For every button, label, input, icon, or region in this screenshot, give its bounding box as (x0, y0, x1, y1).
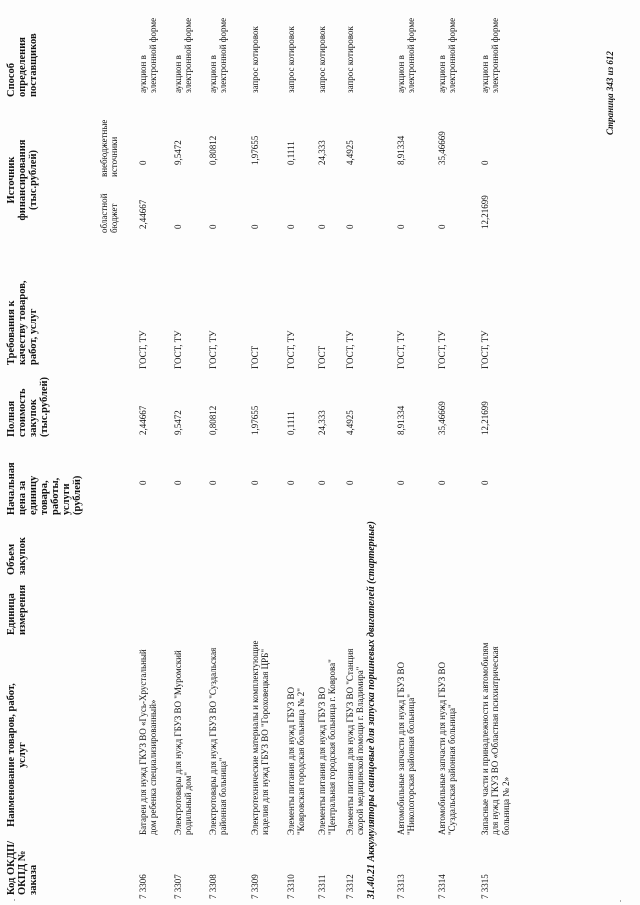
row-source-regional: 2,44667 (138, 199, 148, 229)
row-full-cost: 24,333 (317, 410, 327, 435)
row-start-price: 0 (396, 480, 406, 485)
header-volume: Объем закупок (6, 537, 29, 575)
row-code: 7 3306 (138, 874, 148, 899)
row-source-extra: 0 (480, 160, 490, 165)
scan-speck (14, 899, 15, 901)
row-requirements: ГОСТ, ТУ (208, 330, 218, 369)
row-source-extra: 0,80812 (208, 135, 218, 165)
row-start-price: 0 (286, 480, 296, 485)
row-start-price: 0 (138, 480, 148, 485)
header-full-cost: Полная стоимость закупок (тыс.рублей) (6, 376, 51, 437)
page-footer: Страница 343 из 612 (605, 51, 615, 135)
row-start-price: 0 (208, 480, 218, 485)
row-name: Автомобильные запчасти для нужд ГБУЗ ВО "Суздальская районная больница" (437, 662, 458, 835)
header-method: Способ определения поставщиков (6, 33, 40, 97)
row-source-regional: 0 (317, 224, 327, 229)
row-method: запрос котировок (317, 26, 327, 93)
scan-speck (620, 900, 621, 902)
row-full-cost: 4,4925 (345, 410, 355, 435)
row-method: аукцион в электронной форме (173, 17, 194, 93)
row-source-regional: 0 (396, 224, 406, 229)
row-source-regional: 0 (173, 224, 183, 229)
row-full-cost: 8,91334 (396, 405, 406, 435)
row-source-regional: 12,21699 (480, 195, 490, 229)
row-code: 7 3312 (345, 874, 355, 899)
row-start-price: 0 (317, 480, 327, 485)
row-full-cost: 12,21699 (480, 401, 490, 435)
row-start-price: 0 (173, 480, 183, 485)
row-method: запрос котировок (286, 26, 296, 93)
row-code: 7 3311 (317, 874, 327, 899)
row-start-price: 0 (250, 480, 260, 485)
row-source-extra: 0,1111 (286, 141, 296, 165)
row-code: 7 3310 (286, 874, 296, 899)
row-start-price: 0 (345, 480, 355, 485)
row-code: 7 3307 (173, 874, 183, 899)
row-code: 7 3314 (437, 874, 447, 899)
row-name: Элементы питания для нужд ГБУЗ ВО "Станция скорой медицинской помощи г. Владимира" (345, 648, 366, 835)
row-name: Элементы питания для нужд ГБУЗ ВО "Центральная городская больница г. Коврова" (317, 659, 338, 835)
row-name: Запасные части и принадлежности к автомобилям для нужд ГКУЗ ВО «Областная психиатрическая больница № 2» (480, 642, 511, 835)
row-method: аукцион в электронной форме (396, 17, 417, 93)
row-requirements: ГОСТ (250, 345, 260, 369)
row-name: Электротехнические материалы и комплектующие изделия для нужд ГБУЗ ВО "Гороховецкая ЦРБ" (250, 640, 271, 835)
row-method: запрос котировок (345, 26, 355, 93)
row-full-cost: 35,46669 (437, 401, 447, 435)
row-name: Батареи для нужд ГКУЗ ВО «Гусь-Хрустальный дом ребенка специализированный» (138, 649, 159, 835)
row-requirements: ГОСТ, ТУ (396, 330, 406, 369)
row-requirements: ГОСТ, ТУ (138, 330, 148, 369)
row-start-price: 0 (437, 480, 447, 485)
row-code: 7 3308 (208, 874, 218, 899)
row-full-cost: 2,44667 (138, 405, 148, 435)
row-source-extra: 35,46669 (437, 131, 447, 165)
row-source-extra: 24,333 (317, 140, 327, 165)
row-source-regional: 0 (286, 224, 296, 229)
row-full-cost: 1,97655 (250, 405, 260, 435)
row-name: Элементы питания для нужд ГБУЗ ВО "Ковровская городская больница № 2" (286, 686, 307, 835)
row-requirements: ГОСТ, ТУ (437, 330, 447, 369)
header-start-price: Начальная цена за единицу товара, работы, услуги (рублей) (6, 462, 84, 515)
row-requirements: ГОСТ (317, 345, 327, 369)
header-requirements: Требования к качеству товаров, работ, услуг (6, 280, 40, 365)
header-name: Наименование товаров, работ, услуг (6, 683, 29, 827)
row-full-cost: 0,80812 (208, 405, 218, 435)
row-method: аукцион в электронной форме (208, 17, 229, 93)
row-start-price: 0 (480, 480, 490, 485)
row-requirements: ГОСТ, ТУ (345, 330, 355, 369)
row-code: 7 3313 (396, 874, 406, 899)
row-source-extra: 1,97655 (250, 135, 260, 165)
row-method: аукцион в электронной форме (138, 17, 159, 93)
row-full-cost: 0,1111 (286, 411, 296, 435)
row-full-cost: 9,5472 (173, 410, 183, 435)
row-code: 7 3309 (250, 874, 260, 899)
row-requirements: ГОСТ, ТУ (286, 330, 296, 369)
row-source-extra: 9,5472 (173, 140, 183, 165)
row-source-extra: 8,91334 (396, 135, 406, 165)
header-code: Код ОКДП/ ОКПД № заказа (6, 840, 40, 895)
row-source-regional: 0 (208, 224, 218, 229)
header-sources: Источник финансирования (тыс.рублей) (6, 139, 40, 221)
section-title: 31.40.21 Аккумуляторы свинцовые для запуска поршневых двигателей (стартерные) (366, 521, 377, 899)
row-method: аукцион в электронной форме (480, 17, 501, 93)
row-code: 7 3315 (480, 874, 490, 899)
row-source-regional: 0 (437, 224, 447, 229)
row-source-extra: 4,4925 (345, 140, 355, 165)
row-source-regional: 0 (250, 224, 260, 229)
header-source-regional: областной бюджет (99, 193, 119, 233)
header-source-extra: внебюджетные источники (99, 119, 119, 177)
row-source-extra: 0 (138, 160, 148, 165)
row-name: Электротовары для нужд ГБУЗ ВО "Суздальская районная больница" (208, 647, 229, 835)
header-unit: Единица измерения (6, 584, 29, 635)
row-method: аукцион в электронной форме (437, 17, 458, 93)
row-requirements: ГОСТ, ТУ (173, 330, 183, 369)
row-name: Электротовары для нужд ГБУЗ ВО "Муромский родильный дом" (173, 650, 194, 835)
row-source-regional: 0 (345, 224, 355, 229)
row-requirements: ГОСТ, ТУ (480, 330, 490, 369)
row-name: Автомобильные запчасти для нужд ГБУЗ ВО "Никологорская районная больница" (396, 662, 417, 835)
row-method: запрос котировок (250, 26, 260, 93)
